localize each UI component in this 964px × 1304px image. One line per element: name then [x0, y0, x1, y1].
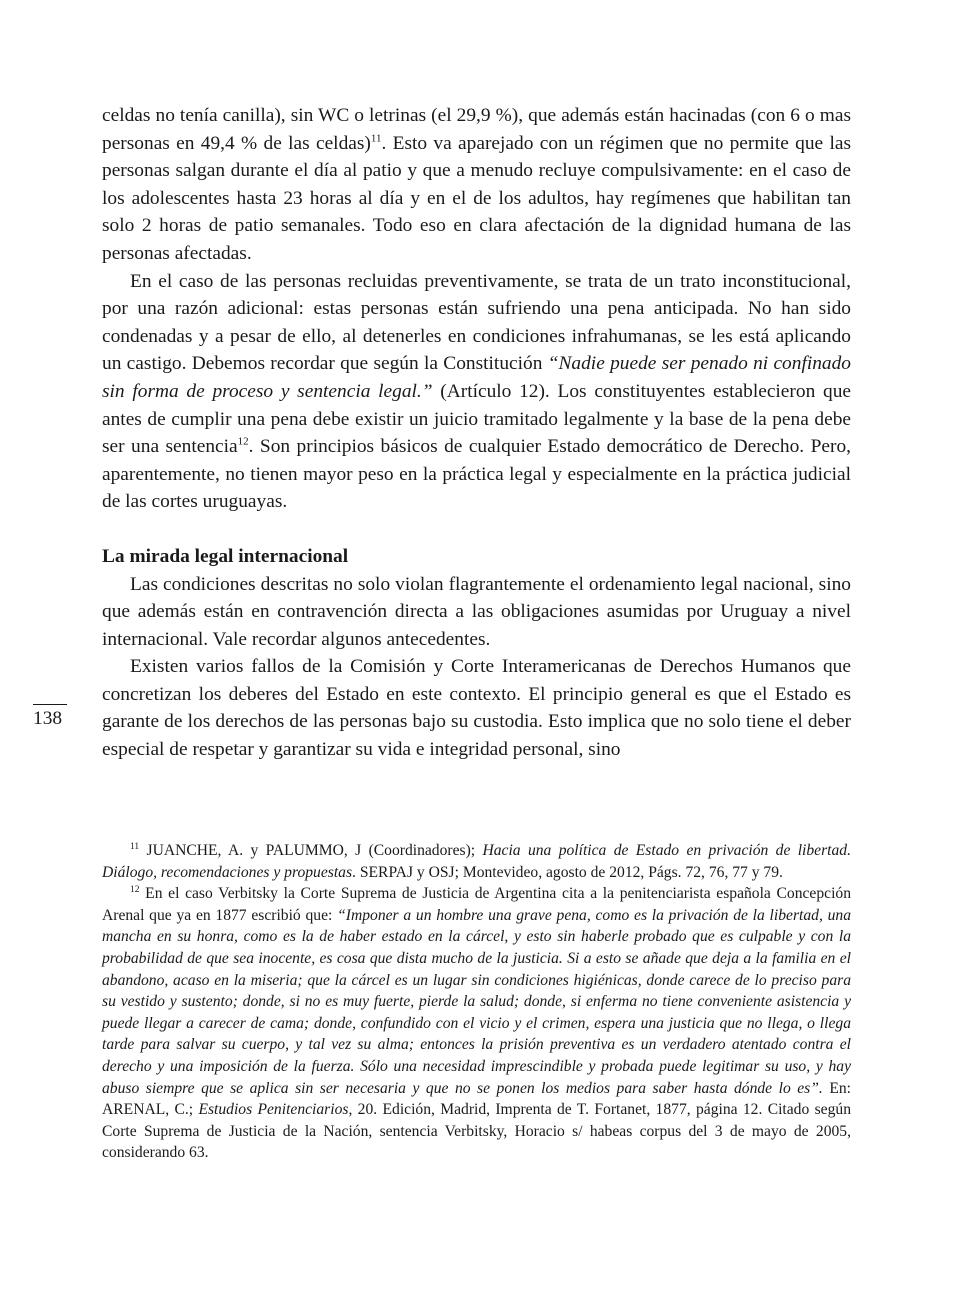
footnote-11 — [102, 840, 851, 883]
footnote-quote: “Imponer a un hombre una grave pena, como es la privación de la libertad, una mancha en su honra, como es la de haber estado en la cárcel, y esto sin haberle probado que es culpable y con la probabilidad de que sea inocente, es cosa que dista mucho de la justicia. Si a esto se añade que deja a la familia en el abandono, acaso en la miseria; que la cárcel es un lugar sin condiciones higiénicas, donde carece de lo preciso para su vestido y sustento; donde, si no es muy fuerte, pierde la salud; donde, si enferma no tiene conveniente asistencia y puede llegar a carecer de cama; donde, confundido con el vicio y el crimen, espera una justicia que no llega, o llega tarde para salvar su cuerpo, y tal vez su alma; entonces la prisión preventiva es un verdadero atentado contra el derecho y una imposición de la fuerza. Sólo una necesidad imprescindible y probada puede legitimar su uso, y hay abuso siempre que se aplica sin ser necesaria y que no se ponen los medios para saber hasta dónde lo es”. — [102, 906, 851, 1097]
footnote-text: JUANCHE, A. y PALUMMO, J (Coordinadores); — [139, 842, 483, 859]
footnote-text: . SERPAJ y OSJ; Montevideo, agosto de 2012, Págs. 72, 76, 77 y 79. — [352, 863, 783, 881]
paragraph-text: En el caso de las personas recluidas preventivamente, se trata de un trato inconstitucional, por una razón adicional: estas personas están sufriendo una pena anticipada. No han sido condenadas y a pesar de ello, al detenerles en condiciones infrahumanas, se les está aplicando un castigo. Debemos recordar que según la Constitución — [102, 270, 851, 375]
paragraph-text: (Artículo 12). Los constituyentes establecieron que antes de cumplir una pena debe existir un juicio tramitado legalmente y la base de la pena debe ser una sentencia — [102, 380, 851, 458]
constitution-quote: “Nadie puede ser penado ni confinado sin forma de proceso y sentencia legal.” — [102, 353, 852, 402]
section-heading: La mirada legal internacional — [102, 545, 349, 567]
page-number: 138 — [33, 708, 63, 729]
footnote-12 — [102, 883, 851, 1164]
paragraph-2 — [102, 268, 851, 516]
footnote-text: En: ARENAL, C.; — [102, 1079, 851, 1119]
footnote-title: Hacia una política de Estado en privación de libertad. Diálogo, recomendaciones y propuestas — [102, 842, 851, 881]
paragraph-3: Las condiciones descritas no solo violan flagrantemente el ordenamiento legal nacional, sino que además están en contravención directa a las obligaciones asumidas por Uruguay a nivel internacional. Vale recordar algunos antecedentes. — [102, 573, 851, 650]
paragraph-text: . Esto va aparejado con un régimen que no permite que las personas salgan durante el día al patio y que a menudo recluye compulsivamente: en el caso de los adolescentes hasta 23 horas al día y en el de los adultos, hay regímenes que habilitan tan solo 2 horas de patio semanales. Todo eso en clara afectación de la dignidad humana de las personas afectadas. — [102, 132, 852, 264]
paragraph-1 — [102, 102, 851, 268]
paragraph-4: Existen varios fallos de la Comisión y Corte Interamericanas de Derechos Humanos que concretizan los deberes del Estado en este contexto. El principio general es que el Estado es garante de los derechos de las personas bajo su custodia. Esto implica que no solo tiene el deber especial de respetar y garantizar su vida e integridad personal, sino — [102, 656, 851, 761]
paragraph-text: celdas no tenía canilla), sin WC o letrinas (el 29,9 %), que además están hacinadas (con 6 o mas personas en 49,4 % de las celdas) — [102, 105, 851, 154]
footnote-number: 12 — [130, 885, 140, 895]
footnote-number: 11 — [130, 841, 140, 852]
page-number-marker — [33, 704, 69, 731]
main-text — [102, 102, 851, 764]
footnote-ref-11[interactable]: 11 — [370, 132, 382, 145]
footnote-text: En el caso Verbitsky la Corte Suprema de Justicia de Argentina cita a la penitenciarista española Concepción Arenal que ya en 1877 escribió que: — [102, 885, 851, 924]
footnotes — [102, 840, 851, 1164]
page-number-rule — [33, 704, 67, 705]
paragraph-text: . Son principios básicos de cualquier Estado democrático de Derecho. Pero, aparentemente, no tienen mayor peso en la práctica legal y especialmente en la práctica judicial de las cortes uruguayas. — [102, 436, 851, 513]
footnote-ref-12[interactable]: 12 — [237, 435, 249, 448]
footnote-text: , 20. Edición, Madrid, Imprenta de T. Fortanet, 1877, página 12. Citado según Corte Suprema de Justicia de la Nación, sentencia Verbitsky, Horacio s/ habeas corpus del 3 de mayo de 2005, considerando 63. — [102, 1101, 851, 1162]
footnote-title: Estudios Penitenciarios — [198, 1101, 349, 1119]
